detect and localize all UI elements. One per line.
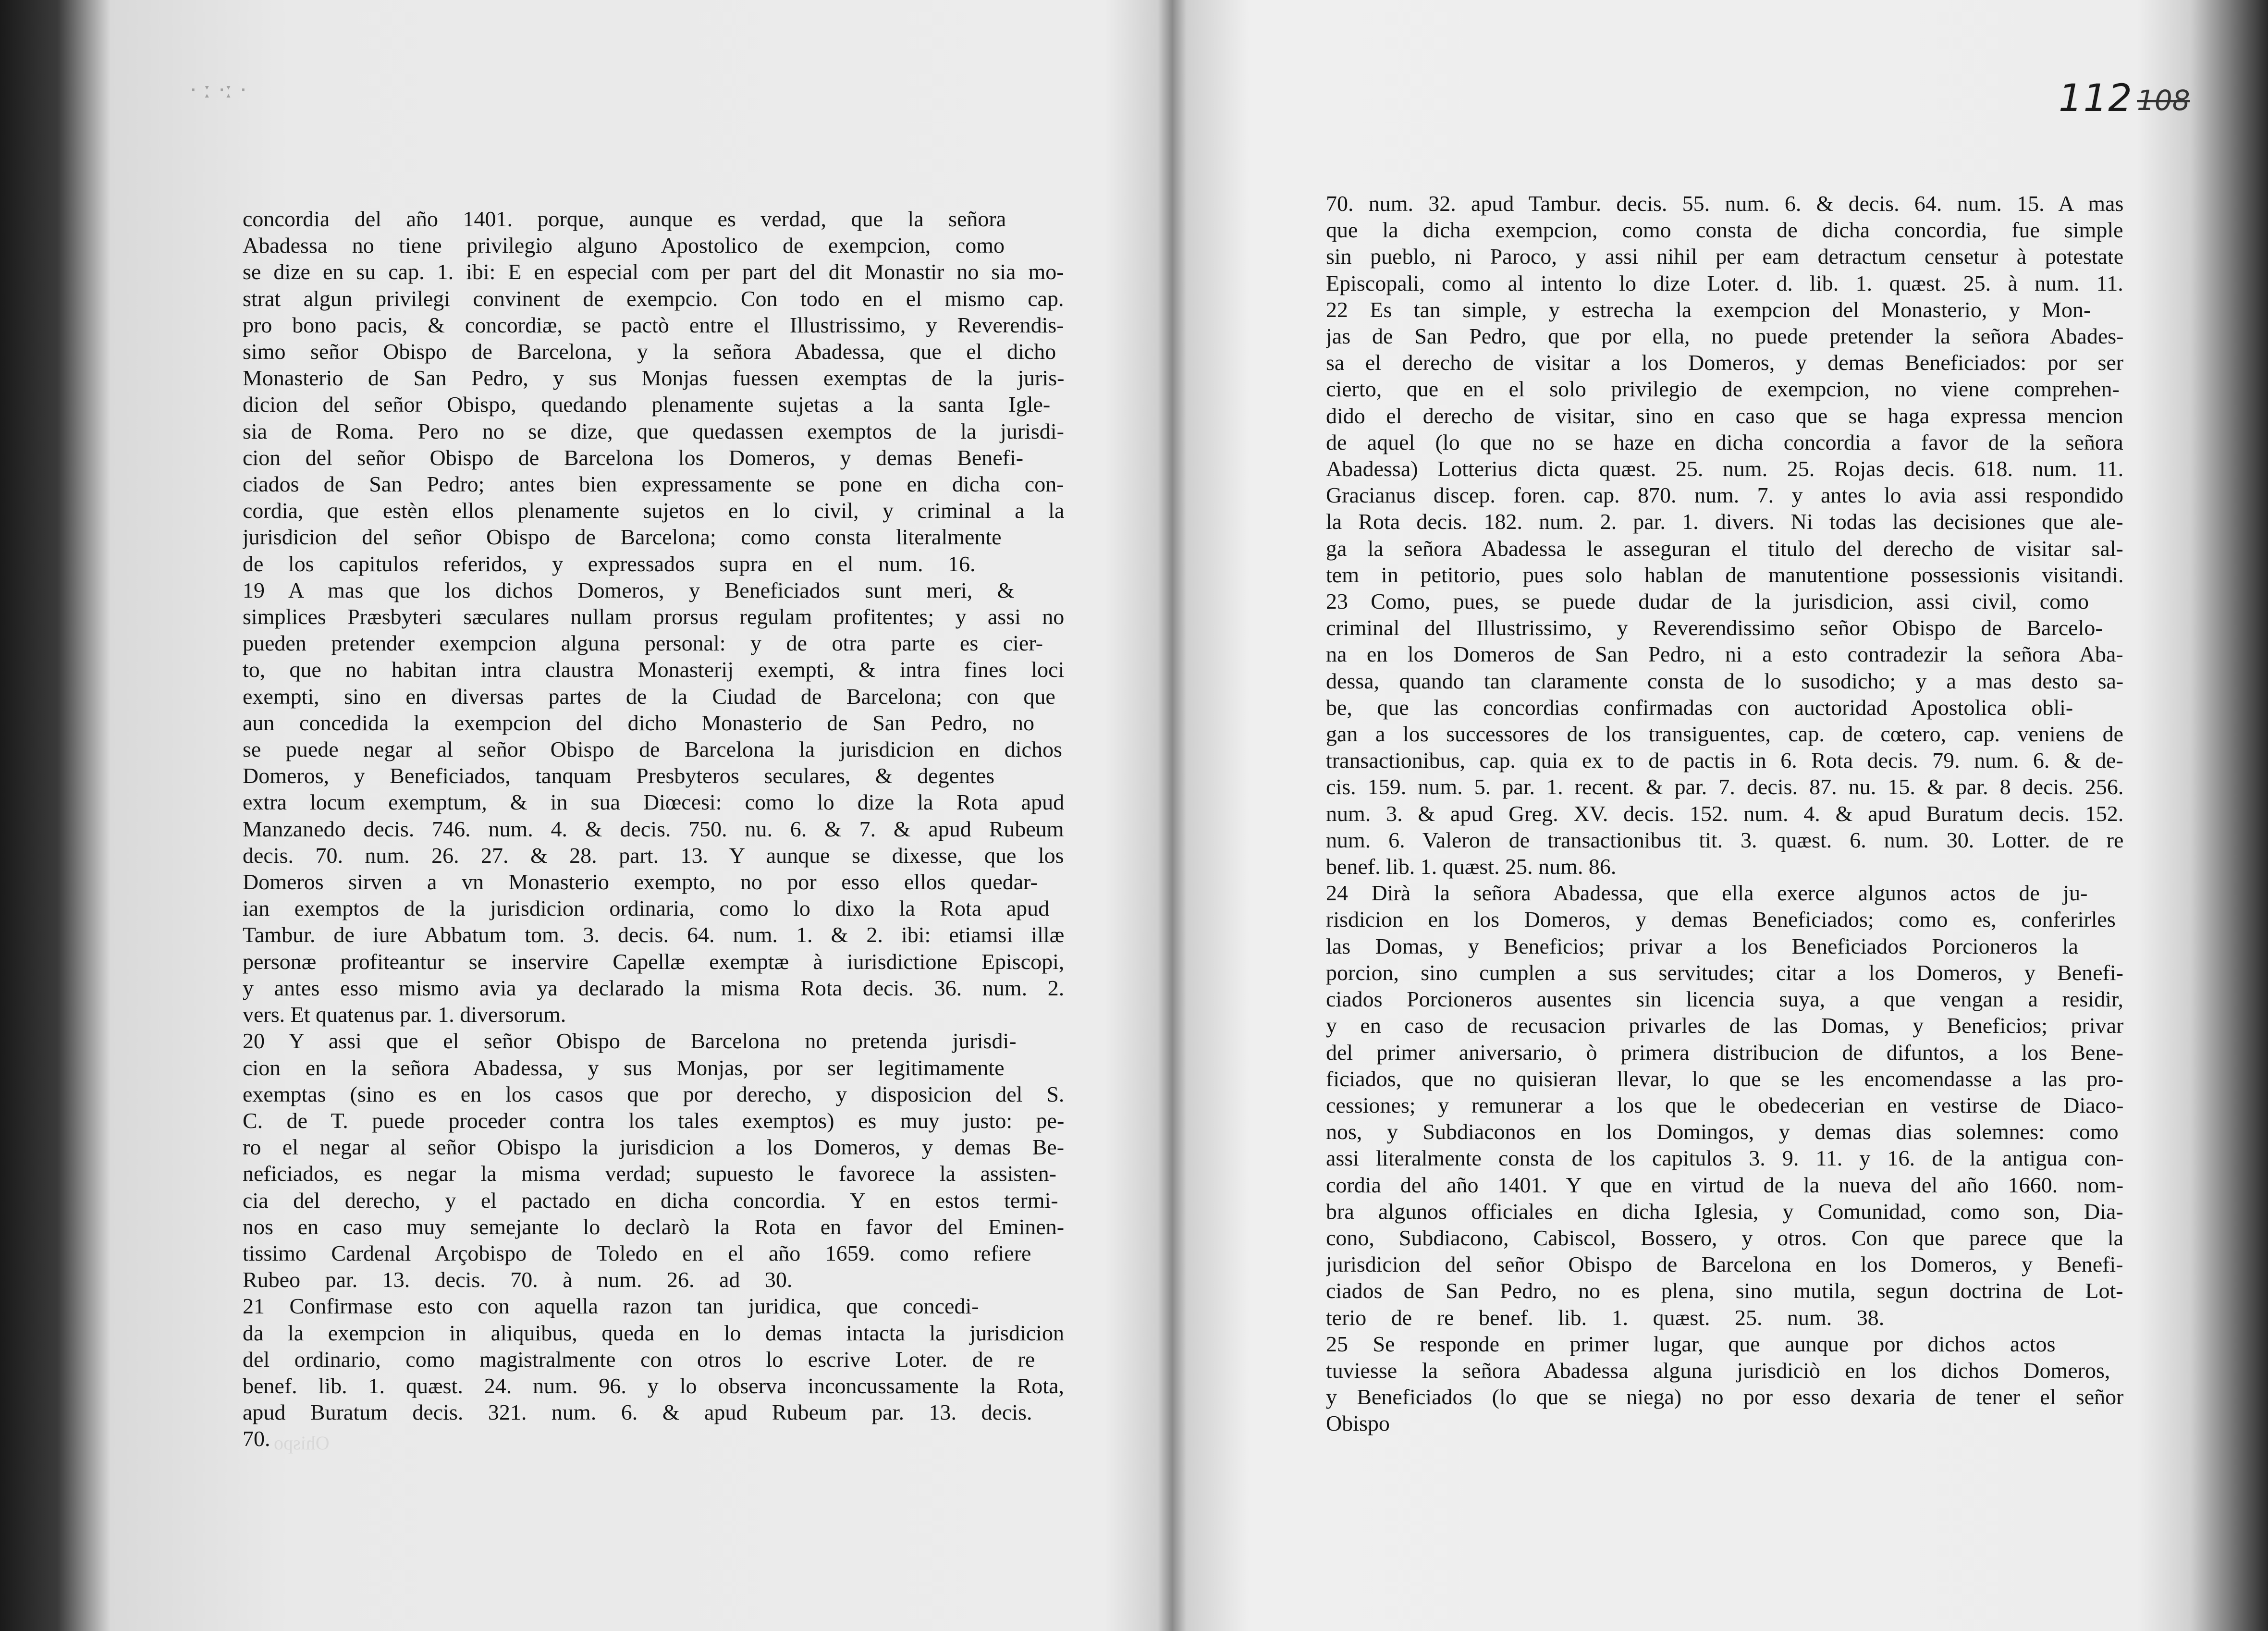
text-line: y antes esso mismo avia ya declarado la misma Rota decis. 36. num. 2. [243,975,1064,1000]
text-line: del primer aniversario, ò primera distribucion de difuntos, a los Bene- [1326,1040,2123,1065]
text-line: Manzanedo decis. 746. num. 4. & decis. 750. nu. 6. & 7. & apud Rubeum [243,816,1064,841]
text-line: Abadessa no tiene privilegio alguno Apostolico de exempcion, como [243,233,1005,258]
text-line: benef. lib. 1. quæst. 25. num. 86. [1326,854,1617,879]
text-line: porcion, sino cumplen a sus servitudes; citar a los Domeros, y Benefi- [1326,960,2123,985]
text-line: se dize en su cap. 1. ibi: E en especial com per part del dit Monastir no sia mo- [243,259,1064,284]
text-line: ro el negar al señor Obispo la jurisdicion a los Domeros, y demas Be- [243,1135,1064,1160]
text-line: ciados de San Pedro; antes bien expressamente se pone en dicha con- [243,472,1064,497]
text-line: neficiados, es negar la misma verdad; supuesto le favorece la assisten- [243,1161,1056,1186]
text-line: tem in petitorio, pues solo hablan de manutentione possessionis visitandi. [1326,562,2123,587]
text-line: Obispo [1326,1411,1390,1436]
text-line: simplices Præsbyteri sæculares nullam prorsus regulam profitentes; y assi no [243,604,1064,629]
text-line: extra locum exemptum, & in sua Diœcesi: como lo dize la Rota apud [243,790,1064,815]
text-line: cis. 159. num. 5. par. 1. recent. & par. 7. decis. 87. nu. 15. & par. 8 decis. 256. [1326,774,2123,799]
text-line: simo señor Obispo de Barcelona, y la señora Abadessa, que el dicho [243,339,1056,364]
text-line: 22 Es tan simple, y estrecha la exempcion del Monasterio, y Mon- [1326,297,2091,322]
text-line: dessa, quando tan claramente consta de lo susodicho; y a mas desto sa- [1326,668,2123,693]
text-line: decis. 70. num. 26. 27. & 28. part. 13. Y aunque se dixesse, que los [243,843,1064,868]
text-line: na en los Domeros de San Pedro, ni a esto contradezir la señora Aba- [1326,642,2123,667]
text-line: ian exemptos de la jurisdicion ordinaria, como lo dixo la Rota apud [243,896,1050,921]
text-line: exempti, sino en diversas partes de la Ciudad de Barcelona; con que [243,684,1055,709]
text-line: 23 Como, pues, se puede dudar de la jurisdicion, assi civil, como [1326,589,2089,614]
text-line: jas de San Pedro, que por ella, no puede pretender la señora Abades- [1326,324,2123,349]
text-line: cessiones; y remunerar a los que le obedecerian en vestirse de Diaco- [1326,1092,2123,1117]
text-line: la Rota decis. 182. num. 2. par. 1. divers. Ni todas las decisiones que ale- [1326,509,2123,534]
text-line: y Beneficiados (lo que se niega) no por esso dexaria de tener el señor [1326,1385,2123,1410]
text-line: cia del derecho, y el pactado en dicha concordia. Y en estos termi- [243,1188,1058,1213]
text-line: 25 Se responde en primer lugar, que aunque por dichos actos [1326,1331,2056,1356]
text-line: concordia del año 1401. porque, aunque es verdad, que la señora [243,207,1006,231]
text-line: jurisdicion del señor Obispo de Barcelona en los Domeros, y Benefi- [1326,1252,2123,1277]
text-line: ficiados, que no quisieran llevar, lo que se les encomendasse a las pro- [1326,1066,2123,1091]
text-line: num. 6. Valeron de transactionibus tit. 3. quæst. 6. num. 30. Lotter. de re [1326,827,2123,852]
text-line: pro bono pacis, & concordiæ, se pactò entre el Illustrissimo, y Reverendis- [243,312,1064,337]
text-line: Tambur. de iure Abbatum tom. 3. decis. 64. num. 1. & 2. ibi: etiamsi illæ [243,922,1064,947]
text-line: ga la señora Abadessa le asseguran el titulo del derecho de visitar sal- [1326,536,2123,561]
text-line: 70. [243,1426,270,1451]
text-line: apud Buratum decis. 321. num. 6. & apud Rubeum par. 13. decis. [243,1400,1032,1425]
text-line: que la dicha exempcion, como consta de dicha concordia, fue simple [1326,218,2123,243]
right-page [1182,0,2215,1631]
text-line: tuviesse la señora Abadessa alguna jurisdiciò en los dichos Domeros, [1326,1358,2110,1383]
text-line: risdicion en los Domeros, y demas Beneficiados; como es, conferirles [1326,907,2116,932]
text-line: nos en caso muy semejante lo declarò la Rota en favor del Eminen- [243,1214,1064,1239]
text-line: ciados Porcioneros ausentes sin licencia suya, a que vengan a residir, [1326,987,2123,1012]
text-line: Domeros, y Beneficiados, tanquam Presbyteros seculares, & degentes [243,763,995,788]
text-line: Domeros sirven a vn Monasterio exempto, no por esso ellos quedar- [243,870,1038,895]
folio-number-struck: 108 [2137,84,2190,117]
text-line: cion en la señora Abadessa, y sus Monjas, por ser legitimamente [243,1055,1005,1080]
text-line: num. 3. & apud Greg. XV. decis. 152. num. 4. & apud Buratum decis. 152. [1326,801,2123,826]
text-line: 19 A mas que los dichos Domeros, y Beneficiados sunt meri, & [243,577,1015,602]
text-line: cordia, que estèn ellos plenamente sujetos en lo civil, y criminal a la [243,498,1064,523]
text-line: Gracianus discep. foren. cap. 870. num. 7. y antes lo avia assi respondido [1326,483,2123,508]
text-line: dicion del señor Obispo, quedando plenamente sujetas a la santa Igle- [243,392,1051,417]
text-line: del ordinario, como magistralmente con otros lo escrive Loter. de re [243,1347,1035,1372]
text-line: 24 Dirà la señora Abadessa, que ella exerce algunos actos de ju- [1326,881,2088,906]
text-line: C. de T. puede proceder contra los tales exemptos) es muy justo: pe- [243,1108,1064,1133]
text-line: exemptas (sino es en los casos que por derecho, y disposicion del S. [243,1081,1064,1106]
text-line: da la exempcion in aliquibus, queda en lo demas intacta la jurisdicion [243,1320,1064,1345]
text-line: 20 Y assi que el señor Obispo de Barcelona no pretenda jurisdi- [243,1029,1017,1054]
folio-number: 112 [2059,77,2133,120]
text-line: cordia del año 1401. Y que en virtud de la nueva del año 1660. nom- [1326,1172,2123,1197]
text-line: gan a los successores de los transiguentes, cap. de cœtero, cap. veniens de [1326,722,2123,747]
margin-scribble: · ː ·ː · [190,77,247,103]
text-line: Episcopali, como al intento lo dize Loter. d. lib. 1. quæst. 25. à num. 11. [1326,270,2123,295]
text-line: 21 Confirmase esto con aquella razon tan juridica, que concedi- [243,1294,979,1319]
show-through-text: Ohispo [274,1432,330,1454]
text-line: 70. num. 32. apud Tambur. decis. 55. num. 6. & decis. 64. num. 15. A mas [1326,191,2123,216]
text-line: vers. Et quatenus par. 1. diversorum. [243,1002,566,1027]
text-line: jurisdicion del señor Obispo de Barcelona; como consta literalmente [243,525,1002,550]
text-line: terio de re benef. lib. 1. quæst. 25. num. 38. [1326,1305,1885,1330]
text-line: criminal del Illustrissimo, y Reverendissimo señor Obispo de Barcelo- [1326,615,2103,640]
text-line: sia de Roma. Pero no se dize, que quedassen exemptos de la jurisdi- [243,418,1064,443]
left-page [110,0,1163,1631]
text-line: Rubeo par. 13. decis. 70. à num. 26. ad 30. [243,1267,793,1292]
right-page-text [1326,190,2123,1437]
text-line: nos, y Subdiaconos en los Domingos, y demas dias solemnes: como [1326,1119,2119,1144]
text-line: de los capitulos referidos, y expressados supra en el num. 16. [243,551,976,576]
text-line: sa el derecho de visitar a los Domeros, y demas Beneficiados: por ser [1326,350,2123,375]
text-line: Abadessa) Lotterius dicta quæst. 25. num. 25. Rojas decis. 618. num. 11. [1326,456,2123,481]
text-line: ciados de San Pedro, no es plena, sino mutila, segun doctrina de Lot- [1326,1278,2123,1303]
text-line: y en caso de recusacion privarles de las Domas, y Beneficios; privar [1326,1013,2123,1038]
text-line: cion del señor Obispo de Barcelona los Domeros, y demas Benefi- [243,445,1024,470]
text-line: dido el derecho de visitar, sino en caso que se haga expressa mencion [1326,403,2123,428]
text-line: tissimo Cardenal Arçobispo de Toledo en el año 1659. como refiere [243,1240,1031,1265]
text-line: aun concedida la exempcion del dicho Monasterio de San Pedro, no [243,710,1035,735]
text-line: be, que las concordias confirmadas con auctoridad Apostolica obli- [1326,695,2073,720]
text-line: personæ profiteantur se inservire Capellæ exemptæ à iurisdictione Episcopi, [243,949,1064,974]
text-line: cierto, que en el solo privilegio de exempcion, no viene comprehen- [1326,377,2120,402]
text-line: se puede negar al señor Obispo de Barcelona la jurisdicion en dichos [243,737,1062,762]
text-line: sin pueblo, ni Paroco, y assi nihil per eam detractum censetur à potestate [1326,244,2123,269]
text-line: bra algunos officiales en dicha Iglesia, y Comunidad, como son, Dia- [1326,1199,2123,1224]
text-line: Monasterio de San Pedro, y sus Monjas fuessen exemptas de la juris- [243,366,1064,391]
text-line: transactionibus, cap. quia ex to de pactis in 6. Rota decis. 79. num. 6. & de- [1326,748,2123,773]
text-line: benef. lib. 1. quæst. 24. num. 96. y lo observa inconcussamente la Rota, [243,1373,1064,1398]
text-line: strat algun privilegi convinent de exempcio. Con todo en el mismo cap. [243,286,1064,311]
text-line: assi literalmente consta de los capitulos 3. 9. 11. y 16. de la antigua con- [1326,1146,2123,1171]
text-line: cono, Subdiacono, Cabiscol, Bossero, y otros. Con que parece que la [1326,1225,2123,1250]
text-line: pueden pretender exempcion alguna personal: y de otra parte es cier- [243,631,1043,656]
text-line: las Domas, y Beneficios; privar a los Beneficiados Porcioneros la [1326,933,2078,958]
text-line: de aquel (lo que no se haze en dicha concordia a favor de la señora [1326,429,2123,454]
left-page-text [243,206,1064,1452]
text-line: to, que no habitan intra claustra Monasterij exempti, & intra fines loci [243,657,1064,682]
